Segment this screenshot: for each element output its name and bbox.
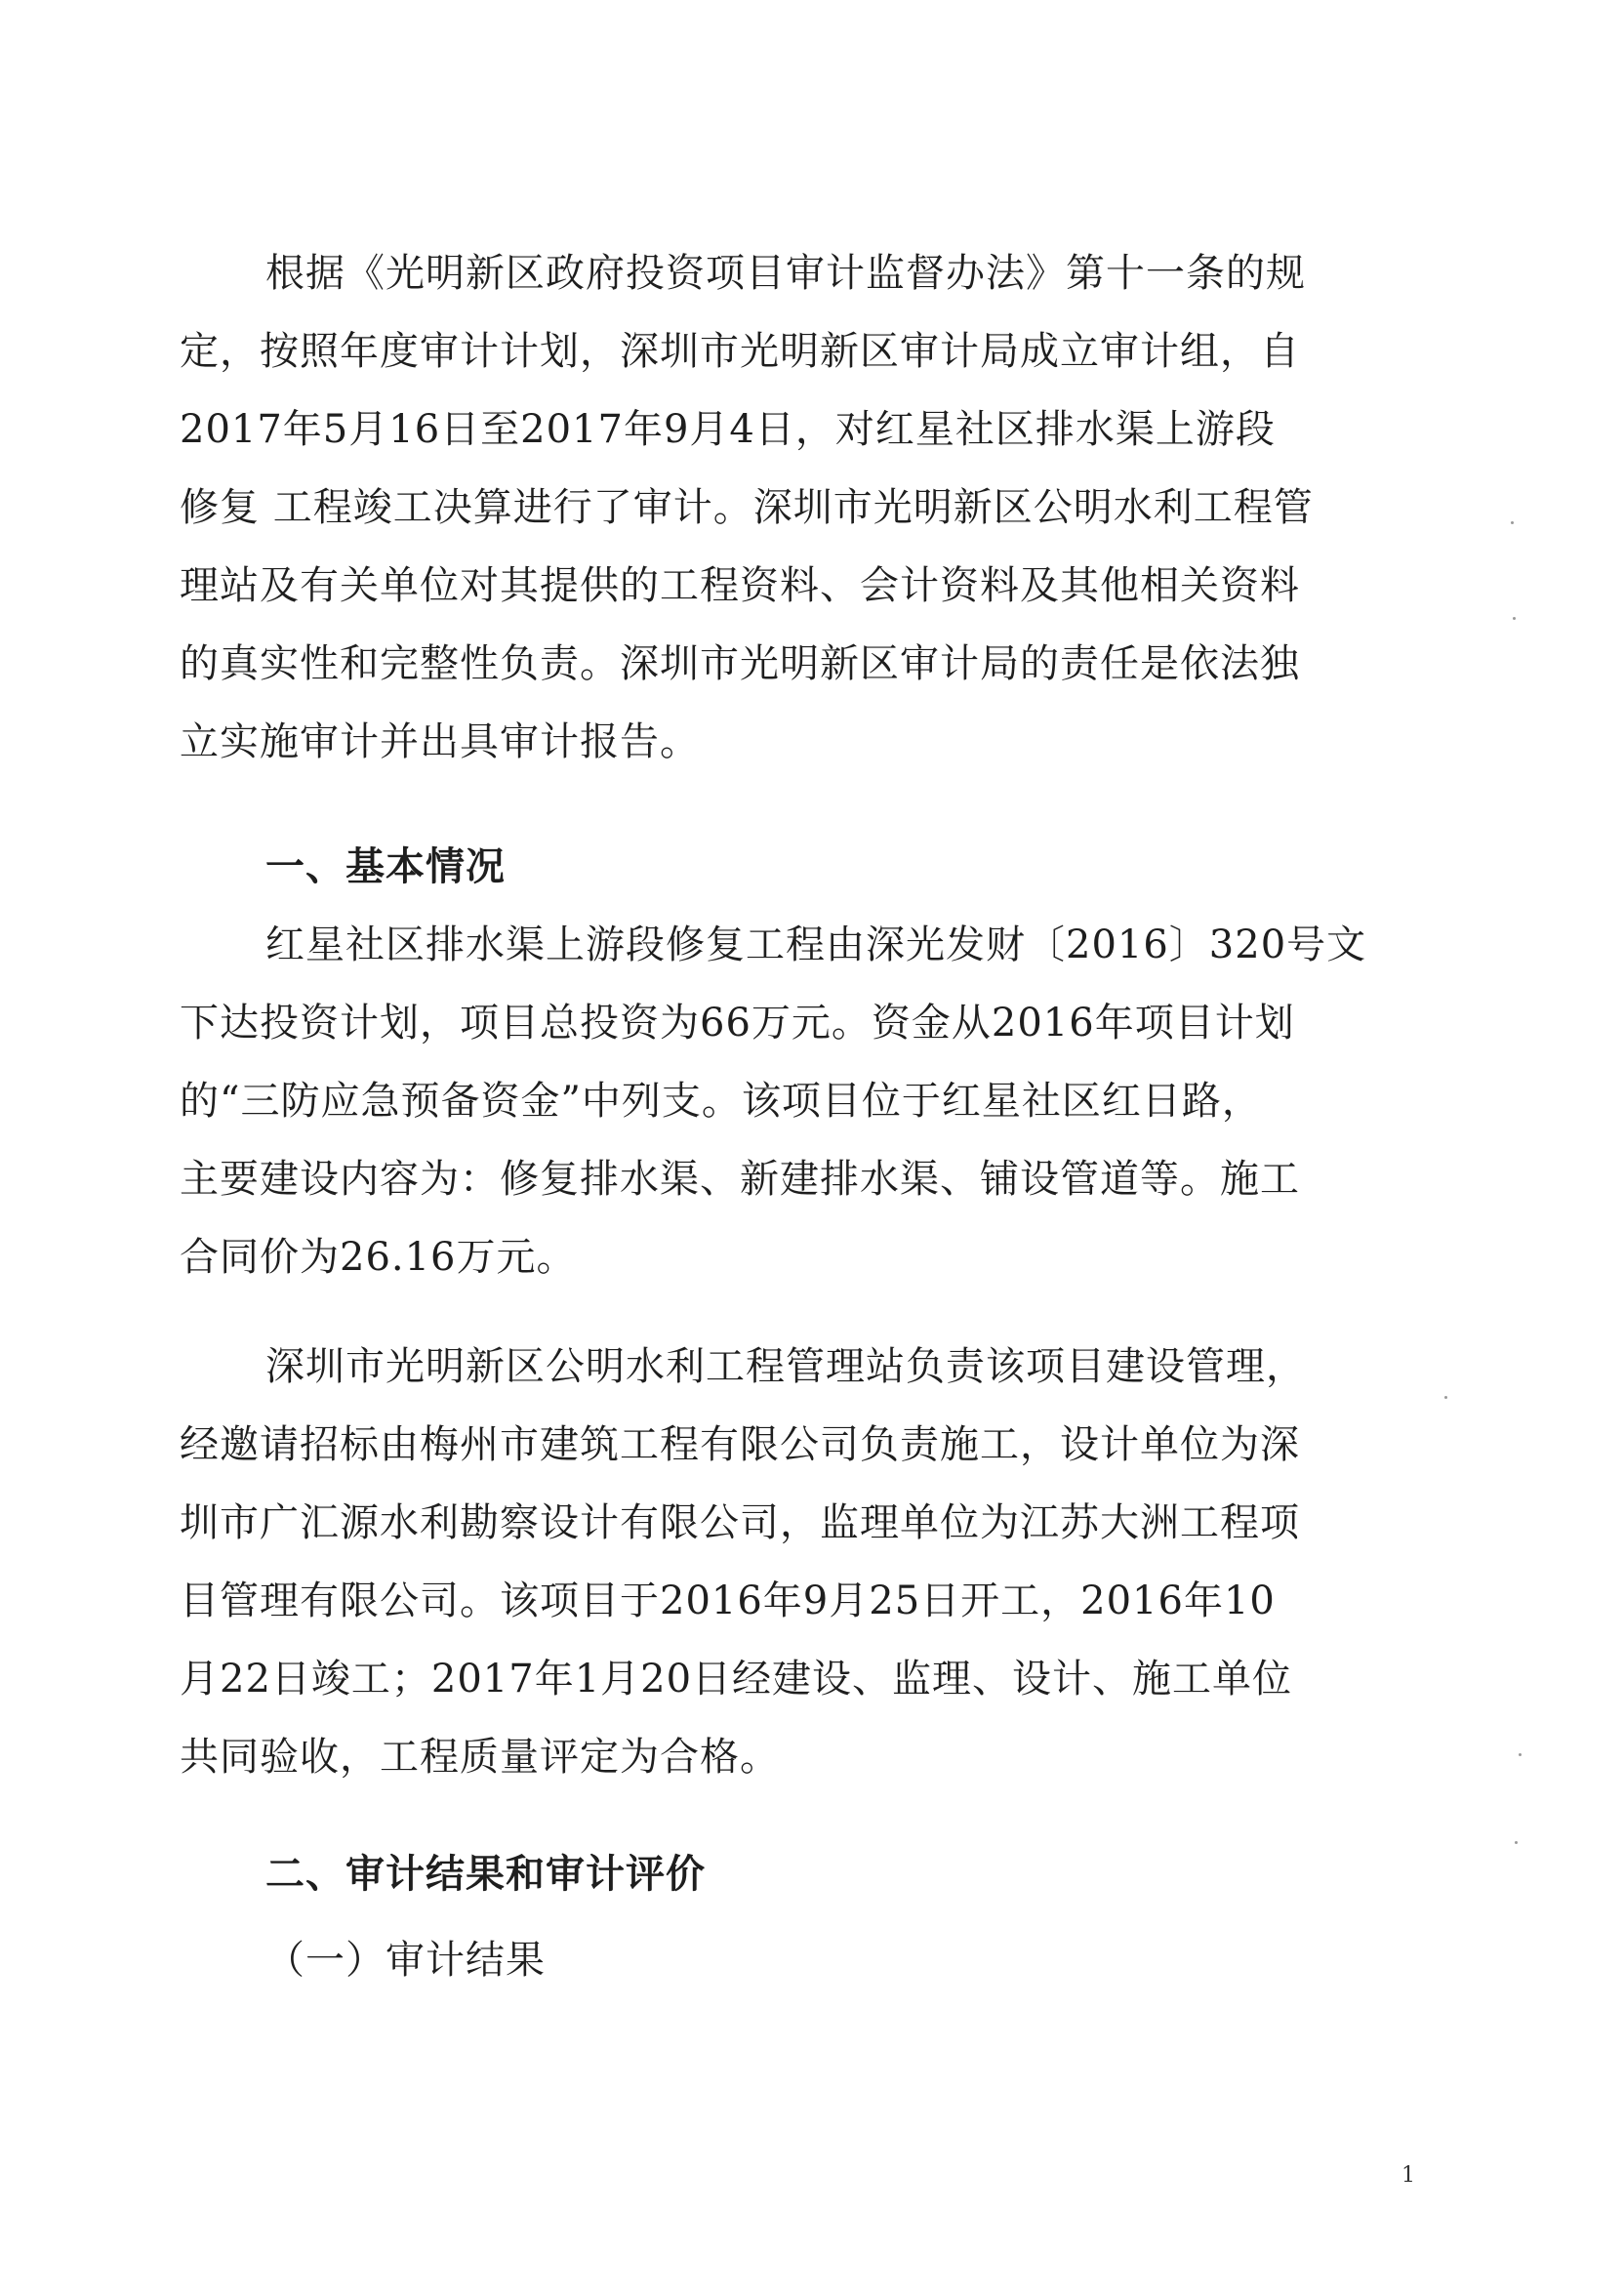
section-2-heading: 二、审计结果和审计评价 [265, 1852, 706, 1897]
basic-line-1: 红星社区排水渠上游段修复工程由深光发财〔2016〕320号文 [265, 922, 1367, 967]
management-line-2: 经邀请招标由梅州市建筑工程有限公司负责施工，设计单位为深 [180, 1422, 1300, 1467]
basic-line-2: 下达投资计划，项目总投资为66万元。资金从2016年项目计划 [180, 1001, 1295, 1046]
scan-speck [1519, 1753, 1522, 1756]
intro-line-6: 的真实性和完整性负责。深圳市光明新区审计局的责任是依法独 [180, 641, 1300, 686]
scan-speck [1511, 521, 1514, 524]
intro-line-1: 根据《光明新区政府投资项目审计监督办法》第十一条的规 [265, 251, 1306, 296]
basic-line-4: 主要建设内容为：修复排水渠、新建排水渠、铺设管道等。施工 [180, 1157, 1300, 1202]
scan-speck [1444, 1396, 1447, 1399]
management-line-6: 共同验收，工程质量评定为合格。 [180, 1735, 780, 1780]
scan-speck [1513, 617, 1516, 620]
intro-line-5: 理站及有关单位对其提供的工程资料、会计资料及其他相关资料 [180, 563, 1300, 608]
basic-line-5: 合同价为26.16万元。 [180, 1235, 577, 1280]
basic-line-3: 的“三防应急预备资金”中列支。该项目位于红星社区红日路， [180, 1079, 1262, 1124]
page-number: 1 [1401, 2163, 1415, 2188]
management-line-3: 圳市广汇源水利勘察设计有限公司，监理单位为江苏大洲工程项 [180, 1500, 1300, 1545]
intro-line-4: 修复 工程竣工决算进行了审计。深圳市光明新区公明水利工程管 [180, 485, 1314, 530]
section-1-heading: 一、基本情况 [265, 844, 506, 889]
intro-line-2: 定，按照年度审计计划，深圳市光明新区审计局成立审计组，自 [180, 329, 1300, 374]
subsection-1-heading: （一）审计结果 [265, 1938, 546, 1983]
management-line-5: 月22日竣工；2017年1月20日经建设、监理、设计、施工单位 [180, 1657, 1293, 1702]
management-line-1: 深圳市光明新区公明水利工程管理站负责该项目建设管理， [265, 1344, 1306, 1389]
intro-line-7: 立实施审计并出具审计报告。 [180, 719, 700, 764]
intro-line-3: 2017年5月16日至2017年9月4日，对红星社区排水渠上游段 [180, 407, 1276, 452]
scan-speck [1515, 1841, 1518, 1844]
management-line-4: 目管理有限公司。该项目于2016年9月25日开工，2016年10 [180, 1578, 1276, 1623]
